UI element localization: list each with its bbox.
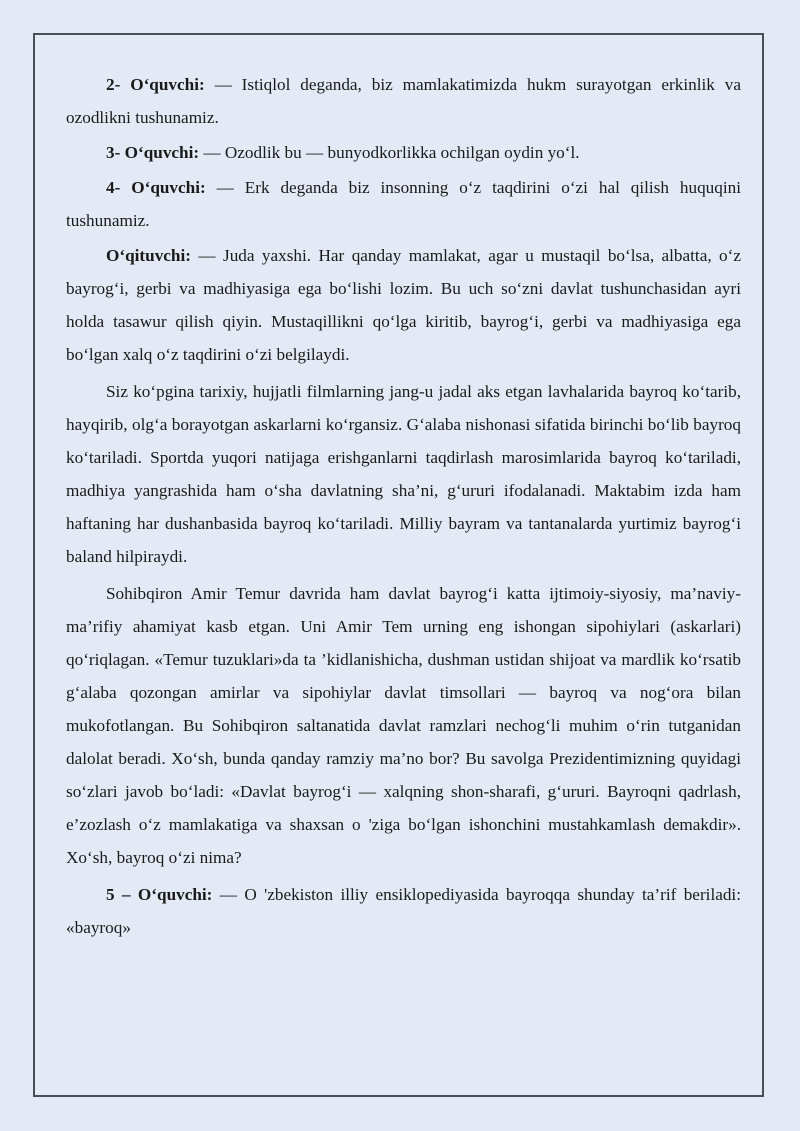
paragraph-text: — Istiqlol deganda, biz mamlakatimizda hukm surayotgan erkinlik va ozodlikni tushunamiz. [66, 75, 741, 127]
paragraph-student-3 [66, 136, 741, 169]
paragraph-text: Sohibqiron Amir Temur davrida ham davlat bayrog‘i katta ijtimoiy-siyosiy, ma’naviy-ma’rifiy ahamiyat kasb etgan. Uni Amir Tem urning eng ishongan sipohiylari (askarlari) qo‘riqlagan. «Temur tuzuklari»da ta ’kidlanishicha, dushman ustidan shijoat va mardlik ko‘rsatib g‘alaba qozongan amirlar va sipohiylar davlat timsollari — bayroq va nog‘ora bilan mukofotlangan. Bu Sohibqiron saltanatida davlat ramzlari nechog‘li muhim o‘rin tutganidan dalolat beradi. Xo‘sh, bunda qanday ramziy ma’no bor? Bu savolga Prezidentimizning quyidagi so‘zlari javob bo‘ladi: «Davlat bayrog‘i — xalqning shon-sharafi, g‘ururi. Bayroqni qadrlash, e’zozlash o‘z mamlakatiga va shaxsan o 'ziga bo‘lgan ishonchini mustahkamlash demakdir». Xo‘sh, bayroq o‘zi nima? [66, 584, 741, 867]
paragraph-student-4 [66, 171, 741, 237]
paragraph-flags-history [66, 375, 741, 573]
speaker-label: 4- O‘quvchi: [106, 178, 206, 197]
paragraph-teacher [66, 239, 741, 371]
paragraph-text: — Ozodlik bu — bunyodkorlikka ochilgan oydin yo‘l. [199, 143, 580, 162]
speaker-label: O‘qituvchi: [106, 246, 191, 265]
paragraph-text: Siz ko‘pgina tarixiy, hujjatli filmlarning jang-u jadal aks etgan lavhalarida bayroq ko‘tarib, hayqirib, olg‘a borayotgan askarlarni ko‘rgansiz. G‘alaba nishonasi sifatida birinchi bo‘lib bayroq ko‘tariladi. Sportda yuqori natijaga erishganlarni taqdirlash marosimlarida bayroq ko‘tariladi, madhiya yangrashida ham o‘sha davlatning sha’ni, g‘ururi ifodalanadi. Maktabim izda ham haftaning har dushanbasida bayroq ko‘tariladi. Milliy bayram va tantanalarda yurtimiz bayrog‘i baland hilpiraydi. [66, 382, 741, 566]
paragraph-text: — Juda yaxshi. Har qanday mamlakat, agar u mustaqil bo‘lsa, albatta, o‘z bayrog‘i, gerbi va madhiyasiga ega bo‘lishi lozim. Bu uch so‘zni davlat tushunchasidan ayri holda tasawur qilish qiyin. Mustaqillikni qo‘lga kiritib, bayrog‘i, gerbi va madhiyasiga ega bo‘lgan xalq o‘z taqdirini o‘zi belgilaydi. [66, 246, 741, 364]
paragraph-amir-temur [66, 577, 741, 874]
speaker-label: 2- O‘quvchi: [106, 75, 205, 94]
paragraph-student-2 [66, 68, 741, 134]
speaker-label: 5 – O‘quvchi: [106, 885, 213, 904]
paragraph-text: — O 'zbekiston illiy ensiklopediyasida bayroqqa shunday ta’rif beriladi: «bayroq» [66, 885, 741, 937]
speaker-label: 3- O‘quvchi: [106, 143, 200, 162]
paragraph-text: — Erk deganda biz insonning o‘z taqdirini o‘zi hal qilish huquqini tushunamiz. [66, 178, 741, 230]
paragraph-student-5 [66, 878, 741, 944]
document-body [66, 68, 741, 948]
